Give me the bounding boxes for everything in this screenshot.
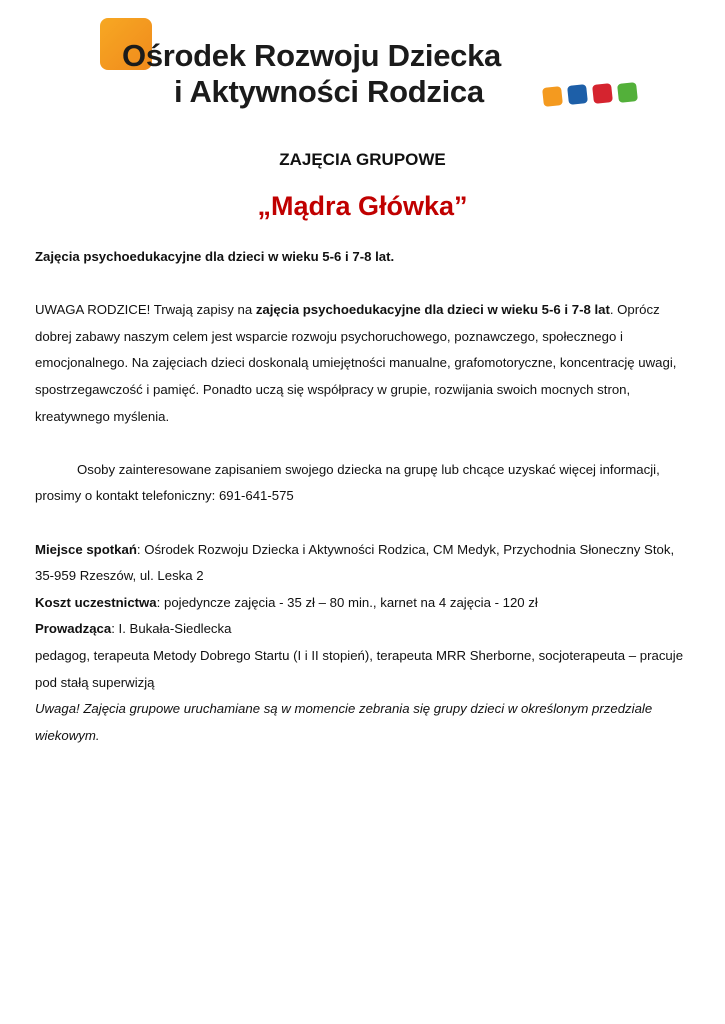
cost-line bbox=[35, 590, 690, 617]
description-paragraph bbox=[35, 297, 690, 430]
logo-name-line2: i Aktywności Rodzica bbox=[174, 74, 484, 109]
leader-label: Prowadząca bbox=[35, 621, 112, 637]
contact-paragraph: Osoby zainteresowane zapisaniem swojego dziecka na grupę lub chcące uzyskać więcej informacji, prosimy o kontakt telefoniczny: 691-641-575 bbox=[35, 461, 660, 504]
description-suffix: . Oprócz dobrej zabawy naszym celem jest wsparcie rozwoju psychoruchowego, poznawczego, społecznego i emocjonalnego. Na zajęciach dzieci doskonalą umiejętności manualne, grafomotoryczne, koncentrację uwagi, spostrzegawczość i pamięć. Ponadto uczą się współpracy w grupie, rozwijania swoich mocnych stron, kreatywnego myślenia. bbox=[35, 302, 677, 424]
logo-square-orange bbox=[542, 86, 563, 107]
page-title: „Mądra Główka” bbox=[257, 191, 468, 221]
logo-color-squares bbox=[543, 83, 643, 107]
leader-value: : I. Bukała-Siedlecka bbox=[111, 621, 232, 637]
organization-logo bbox=[100, 18, 660, 118]
description-prefix: UWAGA RODZICE! Trwają zapisy na bbox=[35, 302, 256, 318]
logo-square-green bbox=[617, 82, 638, 103]
place-label: Miejsce spotkań bbox=[35, 541, 137, 557]
description-bold: zajęcia psychoedukacyjne dla dzieci w wieku 5-6 i 7-8 lat bbox=[255, 302, 610, 318]
intro-text: Zajęcia psychoedukacyjne dla dzieci w wieku 5-6 i 7-8 lat. bbox=[35, 249, 395, 264]
logo-square-blue bbox=[567, 84, 588, 105]
cost-value: : pojedyncze zajęcia - 35 zł – 80 min., karnet na 4 zajęcia - 120 zł bbox=[156, 594, 538, 610]
cost-label: Koszt uczestnictwa bbox=[35, 594, 157, 610]
place-value: : Ośrodek Rozwoju Dziecka i Aktywności Rodzica, CM Medyk, Przychodnia Słoneczny Stok, 35-959 Rzeszów, ul. Leska 2 bbox=[35, 541, 675, 584]
logo-square-red bbox=[592, 83, 613, 104]
leader-description: pedagog, terapeuta Metody Dobrego Startu (I i II stopień), terapeuta MRR Sherborne, socjoterapeuta – pracuje pod stałą superwizją bbox=[35, 647, 684, 690]
note-text: Uwaga! Zajęcia grupowe uruchamiane są w momencie zebrania się grupy dzieci w określonym przedziale wiekowym. bbox=[35, 701, 653, 743]
section-heading: ZAJĘCIA GRUPOWE bbox=[279, 150, 446, 169]
leader-line bbox=[35, 616, 690, 643]
place-line bbox=[35, 537, 690, 590]
logo-name-line1: Ośrodek Rozwoju Dziecka bbox=[122, 38, 501, 73]
document-body bbox=[35, 244, 690, 749]
